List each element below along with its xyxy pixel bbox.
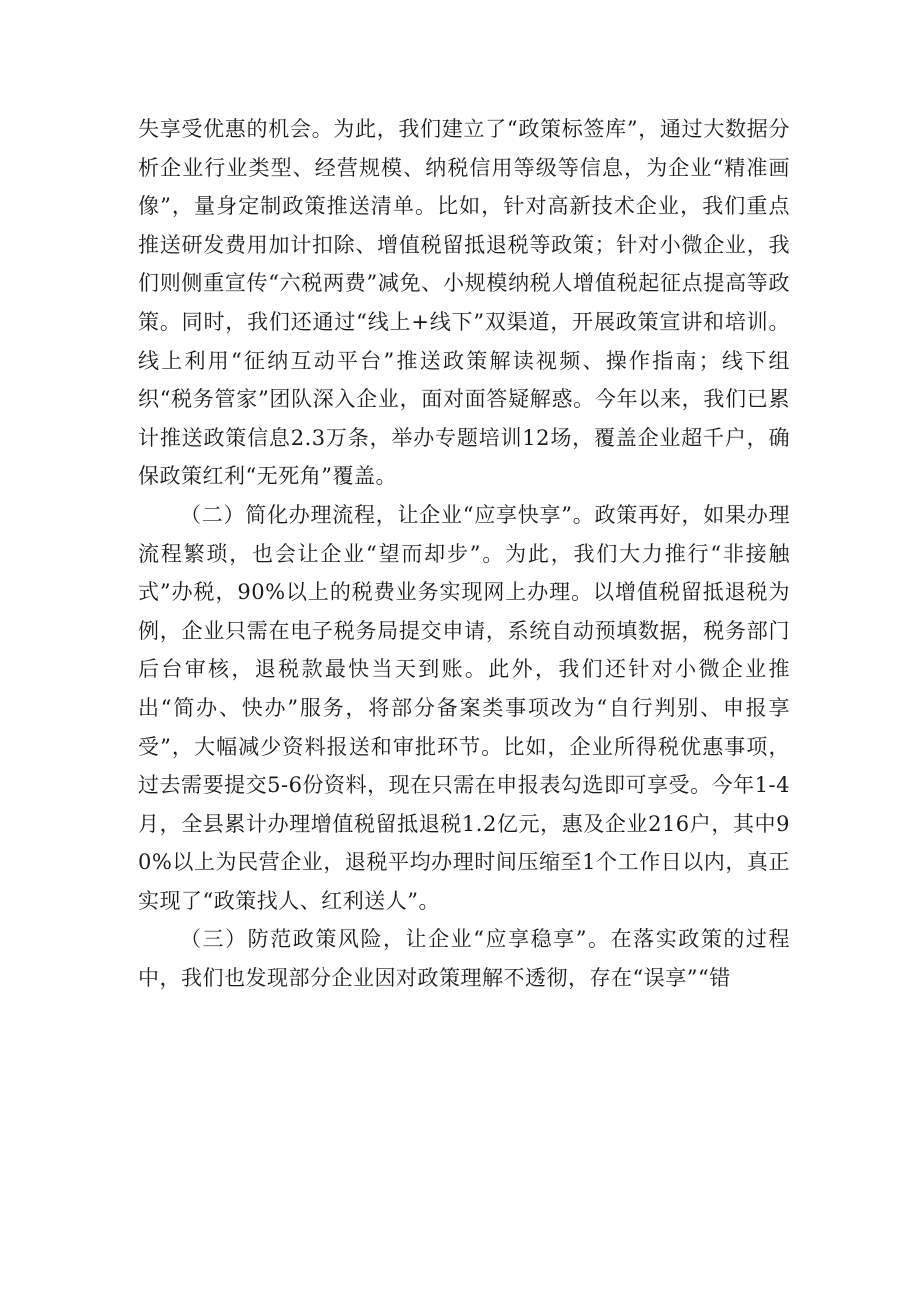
document-page [138, 110, 790, 998]
paragraph-2: （二）简化办理流程，让企业“应享快享”。政策再好，如果办理流程繁琐，也会让企业“望而却步”。为此，我们大力推行“非接触式”办税，90%以上的税费业务实现网上办理。以增值税留抵退税为例，企业只需在电子税务局提交申请，系统自动预填数据，税务部门后台审核，退税款最快当天到账。此外，我们还针对小微企业推出“简办、快办”服务，将部分备案类事项改为“自行判别、申报享受”，大幅减少资料报送和审批环节。比如，企业所得税优惠事项，过去需要提交5-6份资料，现在只需在申报表勾选即可享受。今年1-4月，全县累计办理增值税留抵退税1.2亿元，惠及企业216户，其中90%以上为民营企业，退税平均办理时间压缩至1个工作日以内，真正实现了“政策找人、红利送人”。 [138, 502, 790, 913]
paragraph-1: 失享受优惠的机会。为此，我们建立了“政策标签库”，通过大数据分析企业行业类型、经营规模、纳税信用等级等信息，为企业“精准画像”，量身定制政策推送清单。比如，针对高新技术企业，我们重点推送研发费用加计扣除、增值税留抵退税等政策；针对小微企业，我们则侧重宣传“六税两费”减免、小规模纳税人增值税起征点提高等政策。同时，我们还通过“线上+线下”双渠道，开展政策宣讲和培训。线上利用“征纳互动平台”推送政策解读视频、操作指南；线下组织“税务管家”团队深入企业，面对面答疑解惑。今年以来，我们已累计推送政策信息2.3万条，举办专题培训12场，覆盖企业超千户，确保政策红利“无死角”覆盖。 [138, 117, 790, 489]
paragraph-3: （三）防范政策风险，让企业“应享稳享”。在落实政策的过程中，我们也发现部分企业因对政策理解不透彻，存在“误享”“错 [138, 927, 790, 991]
